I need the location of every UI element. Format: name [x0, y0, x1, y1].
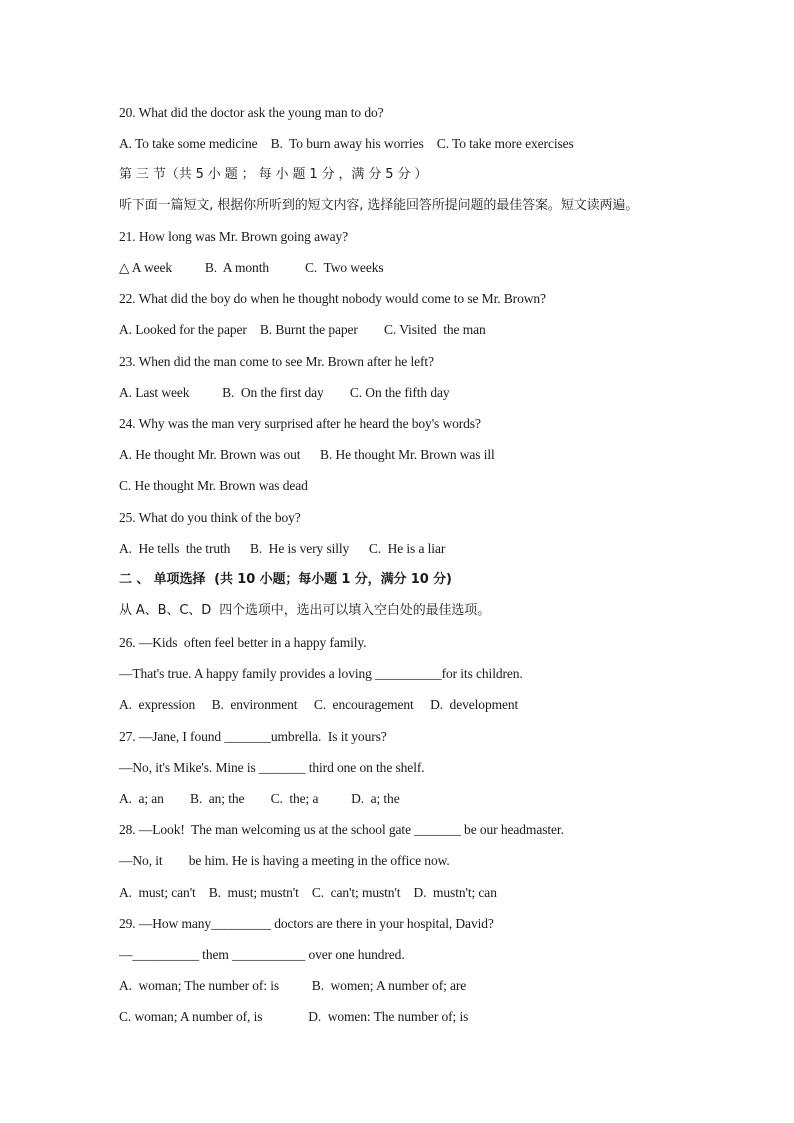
question-26-reply: —That's true. A happy family provides a loving __________for its children. [119, 666, 523, 681]
question-22-options: A. Looked for the paper B. Burnt the paper C. Visited the man [119, 322, 486, 337]
question-23-options: A. Last week B. On the first day C. On the fifth day [119, 385, 450, 400]
question-27-reply: —No, it's Mike's. Mine is _______ third one on the shelf. [119, 760, 425, 775]
question-26-options: A. expression B. environment C. encouragement D. development [119, 697, 519, 712]
question-29-reply: —__________ them ___________ over one hundred. [119, 947, 405, 962]
part-2-heading: 二 、 单项选择 (共 10 小题；每小题 1 分，满分 10 分) [119, 572, 452, 587]
question-21-options: △ A week B. A month C. Two weeks [119, 260, 384, 275]
question-29-options-ab: A. woman; The number of: is B. women; A number of; are [119, 978, 467, 993]
question-25-options: A. He tells the truth B. He is very silly C. He is a liar [119, 541, 446, 556]
question-20-options: A. To take some medicine B. To burn away his worries C. To take more exercises [119, 136, 574, 151]
section-3-instructions: 听下面一篇短文, 根据你所听到的短文内容, 选择能回答所提问题的最佳答案。短文读两遍。 [119, 198, 639, 213]
question-27-options: A. a; an B. an; the C. the; a D. a; the [119, 791, 400, 806]
question-23: 23. When did the man come to see Mr. Brown after he left? [119, 354, 434, 369]
question-29: 29. —How many_________ doctors are there in your hospital, David? [119, 916, 494, 931]
question-28: 28. —Look! The man welcoming us at the school gate _______ be our headmaster. [119, 822, 564, 837]
question-20: 20. What did the doctor ask the young man to do? [119, 105, 384, 120]
question-25: 25. What do you think of the boy? [119, 510, 301, 525]
question-27: 27. —Jane, I found _______umbrella. Is it yours? [119, 729, 387, 744]
question-28-options: A. must; can't B. must; mustn't C. can't; mustn't D. mustn't; can [119, 885, 497, 900]
question-24-options-ab: A. He thought Mr. Brown was out B. He thought Mr. Brown was ill [119, 447, 495, 462]
part-2-instructions: 从 A、B、C、D 四个选项中，选出可以填入空白处的最佳选项。 [119, 603, 491, 618]
question-29-options-cd: C. woman; A number of, is D. women: The number of; is [119, 1009, 469, 1024]
question-28-reply: —No, it be him. He is having a meeting in the office now. [119, 853, 450, 868]
question-26: 26. —Kids often feel better in a happy family. [119, 635, 367, 650]
question-21: 21. How long was Mr. Brown going away? [119, 229, 349, 244]
section-3-heading: 第 三 节（共 5 小 题 ； 每 小 题 1 分 ，满 分 5 分 ） [119, 167, 428, 182]
question-24-option-c: C. He thought Mr. Brown was dead [119, 478, 308, 493]
question-22: 22. What did the boy do when he thought nobody would come to se Mr. Brown? [119, 291, 546, 306]
question-24: 24. Why was the man very surprised after he heard the boy's words? [119, 416, 481, 431]
